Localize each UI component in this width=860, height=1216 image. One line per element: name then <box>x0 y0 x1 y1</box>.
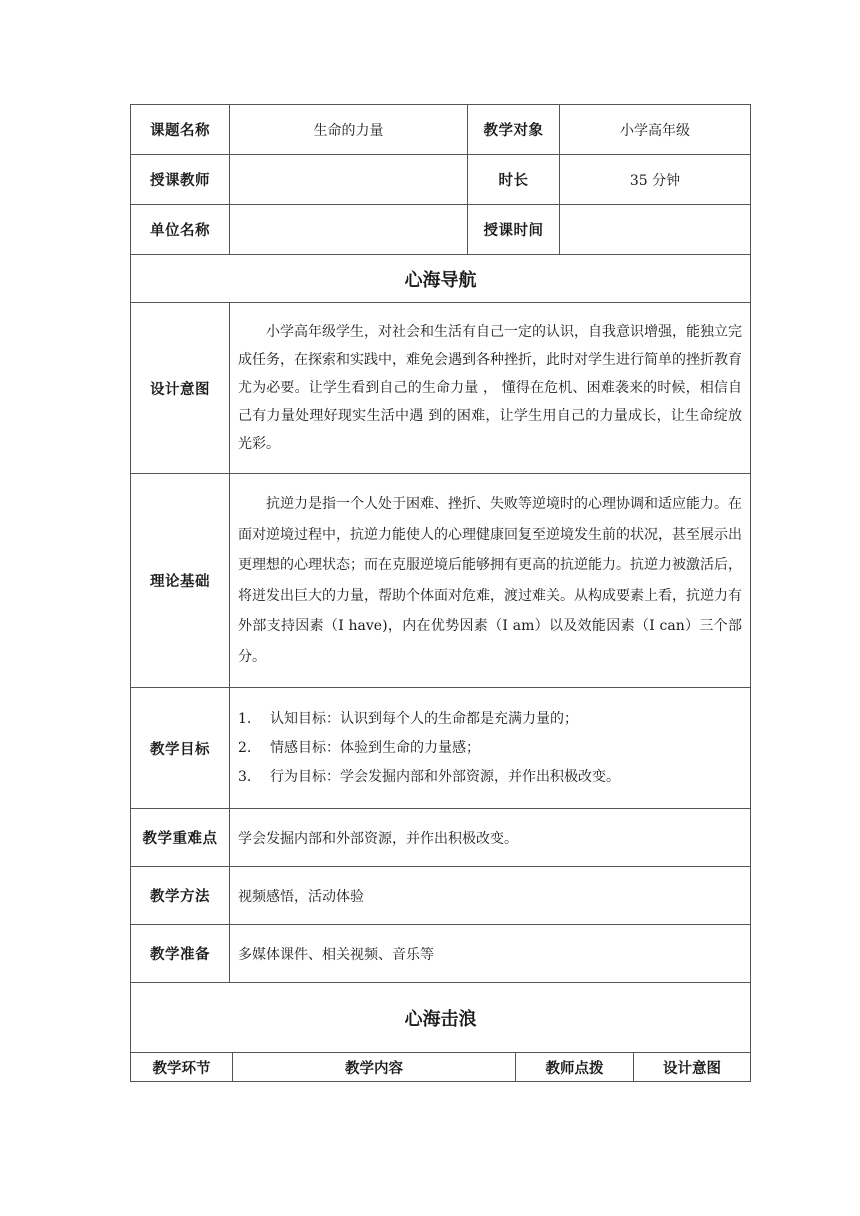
unit-label: 单位名称 <box>131 205 230 255</box>
theory-label: 理论基础 <box>131 474 230 688</box>
goal-text: 情感目标：体验到生命的力量感； <box>270 739 480 756</box>
goal-text: 认知目标：认识到每个人的生命都是充满力量的； <box>270 710 578 727</box>
key-points-value: 学会发掘内部和外部资源，并作出积极改变。 <box>230 809 751 867</box>
row-topic <box>131 105 751 155</box>
row-process-header <box>131 1053 751 1082</box>
goal-number: 2. <box>238 739 252 756</box>
row-goals <box>131 688 751 809</box>
audience-label: 教学对象 <box>468 105 560 155</box>
audience-value: 小学高年级 <box>560 105 751 155</box>
goal-number: 1. <box>238 710 252 727</box>
key-points-label: 教学重难点 <box>131 809 230 867</box>
process-header-table <box>130 1052 751 1082</box>
row-section-waves <box>131 983 751 1053</box>
design-intent-cell <box>230 303 751 474</box>
teacher-label: 授课教师 <box>131 155 230 205</box>
theory-cell <box>230 474 751 688</box>
process-header-stage: 教学环节 <box>131 1053 233 1082</box>
row-theory <box>131 474 751 688</box>
time-value <box>560 205 751 255</box>
lesson-plan-table <box>130 104 751 1053</box>
duration-value: 35 分钟 <box>560 155 751 205</box>
lesson-plan-page <box>130 104 750 1082</box>
row-section-navigation <box>131 255 751 303</box>
row-design-intent <box>131 303 751 474</box>
process-header-intent: 设计意图 <box>634 1053 751 1082</box>
preparation-value: 多媒体课件、相关视频、音乐等 <box>230 925 751 983</box>
goal-item <box>238 734 742 763</box>
row-key-points <box>131 809 751 867</box>
process-header-guidance: 教师点拨 <box>516 1053 634 1082</box>
duration-label: 时长 <box>468 155 560 205</box>
design-intent-label: 设计意图 <box>131 303 230 474</box>
preparation-label: 教学准备 <box>131 925 230 983</box>
goal-text: 行为目标：学会发掘内部和外部资源，并作出积极改变。 <box>270 768 620 785</box>
teacher-value <box>230 155 468 205</box>
goals-cell <box>230 688 751 809</box>
goal-number: 3. <box>238 768 252 785</box>
section-title-waves: 心海击浪 <box>131 983 751 1053</box>
design-intent-text: 小学高年级学生，对社会和生活有自己一定的认识，自我意识增强，能独立完成任务，在探索和实践中，难免会遇到各种挫折，此时对学生进行简单的挫折教育尤为必要。让学生看到自己的生命力量 ， 懂得在危机、困难袭来的时候，相信自己有力量处理好现实生活中遇 到的困难，让学生用自己的力量成长，让生命绽放光彩。 <box>238 324 742 452</box>
goal-item <box>238 763 742 792</box>
row-teacher <box>131 155 751 205</box>
method-value: 视频感悟，活动体验 <box>230 867 751 925</box>
goals-label: 教学目标 <box>131 688 230 809</box>
method-label: 教学方法 <box>131 867 230 925</box>
process-header-content: 教学内容 <box>233 1053 516 1082</box>
row-method <box>131 867 751 925</box>
unit-value <box>230 205 468 255</box>
row-preparation <box>131 925 751 983</box>
row-unit <box>131 205 751 255</box>
theory-text: 抗逆力是指一个人处于困难、挫折、失败等逆境时的心理协调和适应能力。在面对逆境过程中，抗逆力能使人的心理健康回复至逆境发生前的状况，甚至展示出更理想的心理状态；而在克服逆境后能够拥有更高的抗逆能力。抗逆力被激活后，将迸发出巨大的力量，帮助个体面对危难，渡过难关。从构成要素上看，抗逆力有外部支持因素（I have)，内在优势因素（I am）以及效能因素（I can）三个部分。 <box>238 496 742 665</box>
section-title-navigation: 心海导航 <box>131 255 751 303</box>
goal-item <box>238 705 742 734</box>
topic-value: 生命的力量 <box>230 105 468 155</box>
topic-label: 课题名称 <box>131 105 230 155</box>
time-label: 授课时间 <box>468 205 560 255</box>
